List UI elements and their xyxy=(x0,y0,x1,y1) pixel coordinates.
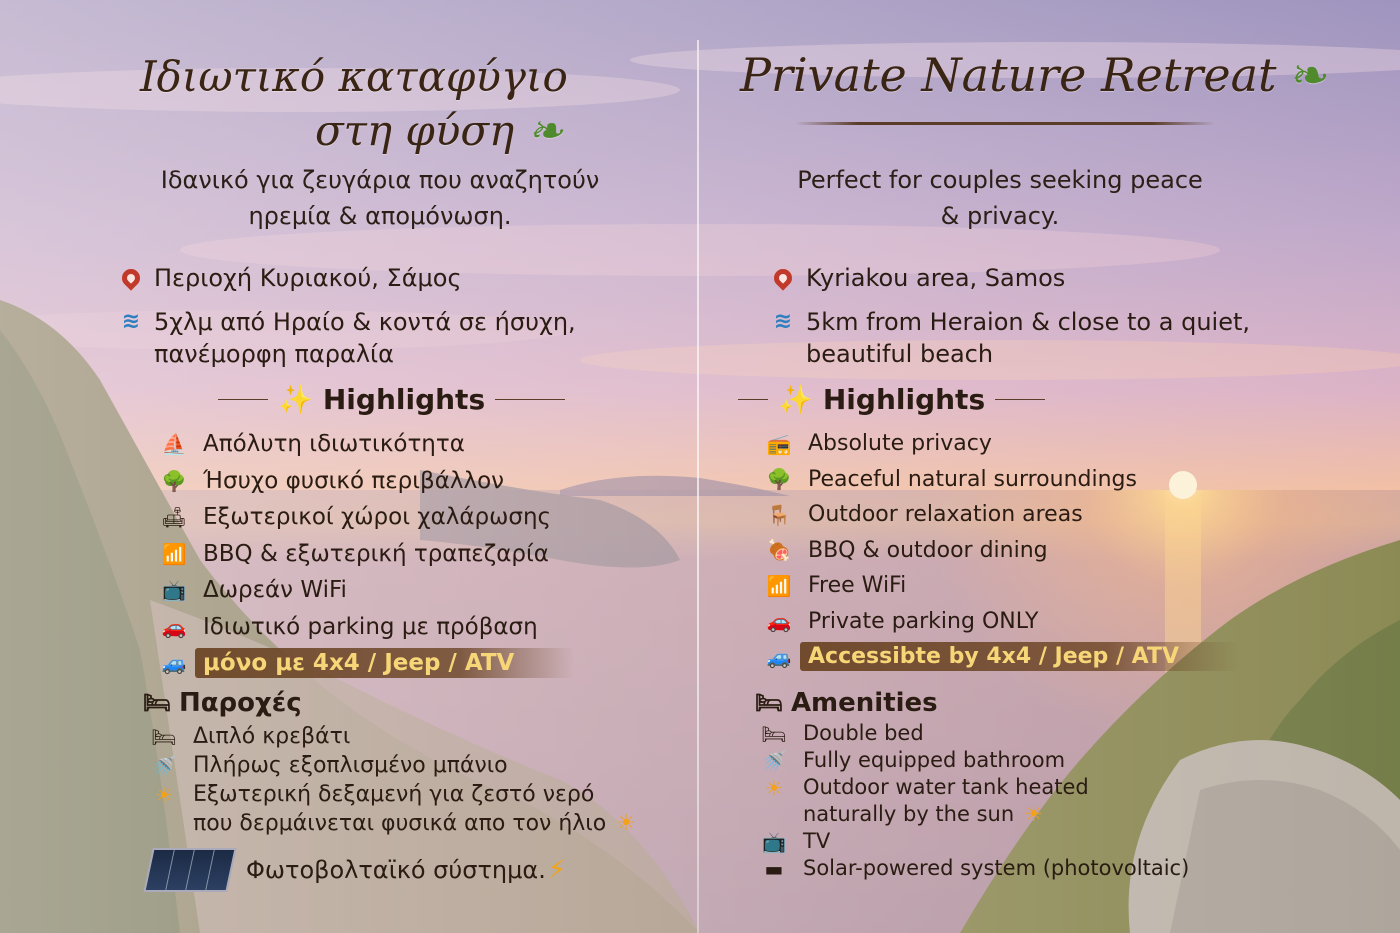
hammock-icon: ⛵ xyxy=(161,432,187,457)
solar-icon: ▬ xyxy=(764,856,784,881)
amenity-item xyxy=(755,855,1189,882)
highlight-label: Absolute privacy xyxy=(808,431,992,457)
highlight-label: Δωρεάν WiFi xyxy=(203,577,347,604)
grill-icon: 🍖 xyxy=(766,538,792,563)
amenity-label: Solar-powered system (photovoltaic) xyxy=(803,856,1190,880)
highlight-item xyxy=(155,572,574,609)
highlight-label: Ήσυχο φυσικό περιβάλλον xyxy=(203,467,505,494)
amenity-item xyxy=(755,828,1189,855)
highlight-item xyxy=(155,463,574,500)
amenity-label: Outdoor water tank heated xyxy=(803,775,1089,799)
sparkles-icon: ✨ xyxy=(778,383,813,416)
sun-icon: ☀ xyxy=(765,775,783,800)
leaf-icon: ❧ xyxy=(1291,48,1330,102)
highlight-label: Απόλυτη ιδιωτικότητα xyxy=(203,431,465,458)
highlight-label: BBQ & εξωτερική τραπεζαρία xyxy=(203,540,549,567)
greek-amenities-heading xyxy=(143,688,302,718)
sun-icon: ☀ xyxy=(1024,802,1043,826)
english-highlights-title: Highlights xyxy=(822,383,986,416)
highlight-label: Outdoor relaxation areas xyxy=(808,502,1083,528)
english-amenities-title: Amenities xyxy=(790,688,938,718)
highlight-label: Private parking ONLY xyxy=(808,608,1039,634)
english-highlights-heading xyxy=(738,383,1045,416)
wifi-icon: 📶 xyxy=(161,541,187,566)
highlight-item xyxy=(760,639,1239,675)
column-divider xyxy=(697,40,699,933)
greek-subtitle xyxy=(130,162,630,234)
lightning-icon: ⚡ xyxy=(547,855,567,885)
car-icon: 🚗 xyxy=(161,614,187,639)
highlight-item xyxy=(760,426,1239,462)
highlight-item xyxy=(760,462,1239,498)
amenity-item xyxy=(755,801,1189,828)
greek-title xyxy=(140,50,620,158)
amenity-label: Fully equipped bathroom xyxy=(803,748,1066,772)
bed-icon: 🛏 xyxy=(151,724,177,749)
greek-distance xyxy=(118,306,576,370)
english-title xyxy=(740,48,1330,102)
map-pin-icon xyxy=(118,262,144,297)
greek-highlights-heading xyxy=(218,383,565,416)
greek-location xyxy=(118,262,462,297)
bed-icon: 🛏 xyxy=(143,690,171,716)
greek-distance-line2: πανέμορφη παραλία xyxy=(154,340,394,368)
amenity-label: που δερμάινεται φυσικά απο τον ήλιο xyxy=(193,811,607,836)
greek-highlights-list xyxy=(155,426,574,682)
highlight-item xyxy=(760,568,1239,604)
english-location xyxy=(770,262,1065,297)
english-title-text: Private Nature Retreat xyxy=(740,48,1277,102)
highlight-label: BBQ & outdoor dining xyxy=(808,537,1048,563)
car-icon: 🚗 xyxy=(766,609,792,634)
tree-icon: 🌳 xyxy=(766,467,792,492)
highlight-item xyxy=(155,499,574,536)
amenity-item xyxy=(145,780,636,809)
english-distance xyxy=(770,306,1250,370)
greek-title-line2: στη φύση xyxy=(315,106,515,155)
highlight-item xyxy=(155,536,574,573)
greek-location-text: Περιοχή Κυριακού, Σάμος xyxy=(154,264,462,292)
amenity-item xyxy=(755,747,1189,774)
tv-icon: 📺 xyxy=(161,578,187,603)
waves-icon: ≋ xyxy=(773,309,793,334)
amenity-label: naturally by the sun xyxy=(803,802,1015,826)
leaf-icon: ❧ xyxy=(527,106,563,155)
sparkles-icon: ✨ xyxy=(278,383,313,416)
greek-solar xyxy=(148,848,566,892)
english-subtitle-line1: Perfect for couples seeking peace xyxy=(797,166,1203,194)
sun-icon: ☀ xyxy=(155,782,173,807)
waves-icon: ≋ xyxy=(121,309,141,334)
amenity-item xyxy=(755,774,1189,801)
lounge-icon: 🛋 xyxy=(161,505,187,530)
highlight-item xyxy=(155,609,574,646)
highlight-label: Free WiFi xyxy=(808,573,907,599)
tv-icon: 📺 xyxy=(761,829,787,854)
highlight-item xyxy=(760,497,1239,533)
tree-icon: 🌳 xyxy=(161,468,187,493)
jeep-icon: 🚙 xyxy=(766,644,792,669)
solar-panel-icon xyxy=(143,848,236,892)
english-amenities-list xyxy=(755,720,1189,882)
amenity-label: TV xyxy=(803,829,831,853)
greek-subtitle-line1: Ιδανικό για ζευγάρια που αναζητούν xyxy=(160,166,600,194)
highlight-item xyxy=(155,645,574,682)
amenity-item xyxy=(755,720,1189,747)
sun-icon: ☀ xyxy=(616,811,636,836)
greek-title-line1: Ιδιωτικό καταφύγιο xyxy=(140,52,568,101)
title-underline xyxy=(795,122,1215,125)
wifi-icon: 📶 xyxy=(766,573,792,598)
greek-distance-line1: 5χλμ από Ηραίο & κοντά σε ήσυχη, xyxy=(154,308,576,336)
highlight-item xyxy=(760,533,1239,569)
radio-icon: 📻 xyxy=(766,431,792,456)
greek-subtitle-line2: ηρεμία & απομόνωση. xyxy=(248,202,512,230)
highlight-label: Εξωτερικοί χώροι χαλάρωσης xyxy=(203,504,552,531)
english-subtitle xyxy=(770,162,1230,234)
bathroom-icon: 🚿 xyxy=(761,748,787,773)
english-location-text: Kyriakou area, Samos xyxy=(806,264,1066,292)
amenity-label: Πλήρως εξοπλισμένο μπάνιο xyxy=(193,753,508,778)
highlight-label: Peaceful natural surroundings xyxy=(808,466,1137,492)
bed-icon: 🛏 xyxy=(761,721,787,746)
greek-amenities-title: Παροχές xyxy=(178,688,302,718)
greek-highlights-title: Highlights xyxy=(322,383,486,416)
highlight-item xyxy=(760,604,1239,640)
lounge-icon: 🪑 xyxy=(766,502,792,527)
bathroom-icon: 🚿 xyxy=(151,753,177,778)
highlight-label: μόνο με 4x4 / Jeep / ATV xyxy=(195,648,574,678)
highlight-label: Accessibte by 4x4 / Jeep / ATV xyxy=(800,642,1239,671)
greek-solar-text: Φωτοβολταϊκό σύστημα. xyxy=(246,856,546,884)
greek-amenities-list xyxy=(145,722,636,838)
amenity-label: Εξωτερική δεξαμενή για ζεστό νερό xyxy=(193,782,595,807)
english-subtitle-line2: & privacy. xyxy=(940,202,1060,230)
english-distance-line2: beautiful beach xyxy=(806,340,994,368)
map-pin-icon xyxy=(770,262,796,297)
amenity-label: Double bed xyxy=(803,721,924,745)
amenity-item xyxy=(145,751,636,780)
amenity-item xyxy=(145,722,636,751)
english-highlights-list xyxy=(760,426,1239,675)
english-distance-line1: 5km from Heraion & close to a quiet, xyxy=(806,308,1250,336)
jeep-icon: 🚙 xyxy=(161,651,187,676)
amenity-item xyxy=(145,809,636,838)
highlight-item xyxy=(155,426,574,463)
english-amenities-heading xyxy=(755,688,938,718)
bed-icon: 🛏 xyxy=(755,690,783,716)
highlight-label: Ιδιωτικό parking με πρόβαση xyxy=(203,613,538,640)
amenity-label: Διπλό κρεβάτι xyxy=(193,724,351,749)
